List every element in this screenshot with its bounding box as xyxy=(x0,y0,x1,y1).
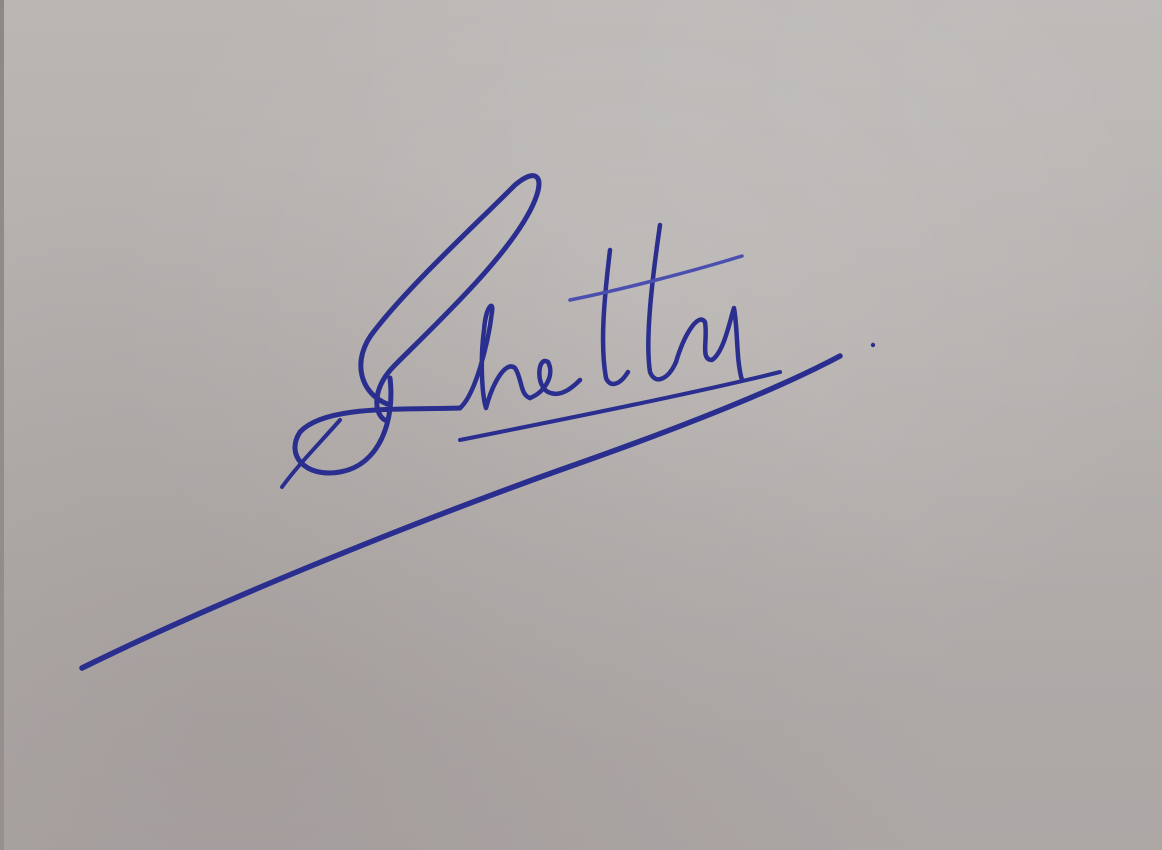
signature-dot xyxy=(871,343,875,347)
signature-ink xyxy=(82,176,875,668)
signature-letter-e xyxy=(530,361,580,398)
signature-letter-t1 xyxy=(603,250,628,384)
signature-s-tail xyxy=(282,420,340,487)
signature-letter-t2 xyxy=(648,225,676,379)
signature-s-loop xyxy=(361,176,539,420)
signature-letter-h xyxy=(460,306,530,408)
signature-underline xyxy=(82,356,840,668)
signature-letter-y xyxy=(676,308,742,380)
